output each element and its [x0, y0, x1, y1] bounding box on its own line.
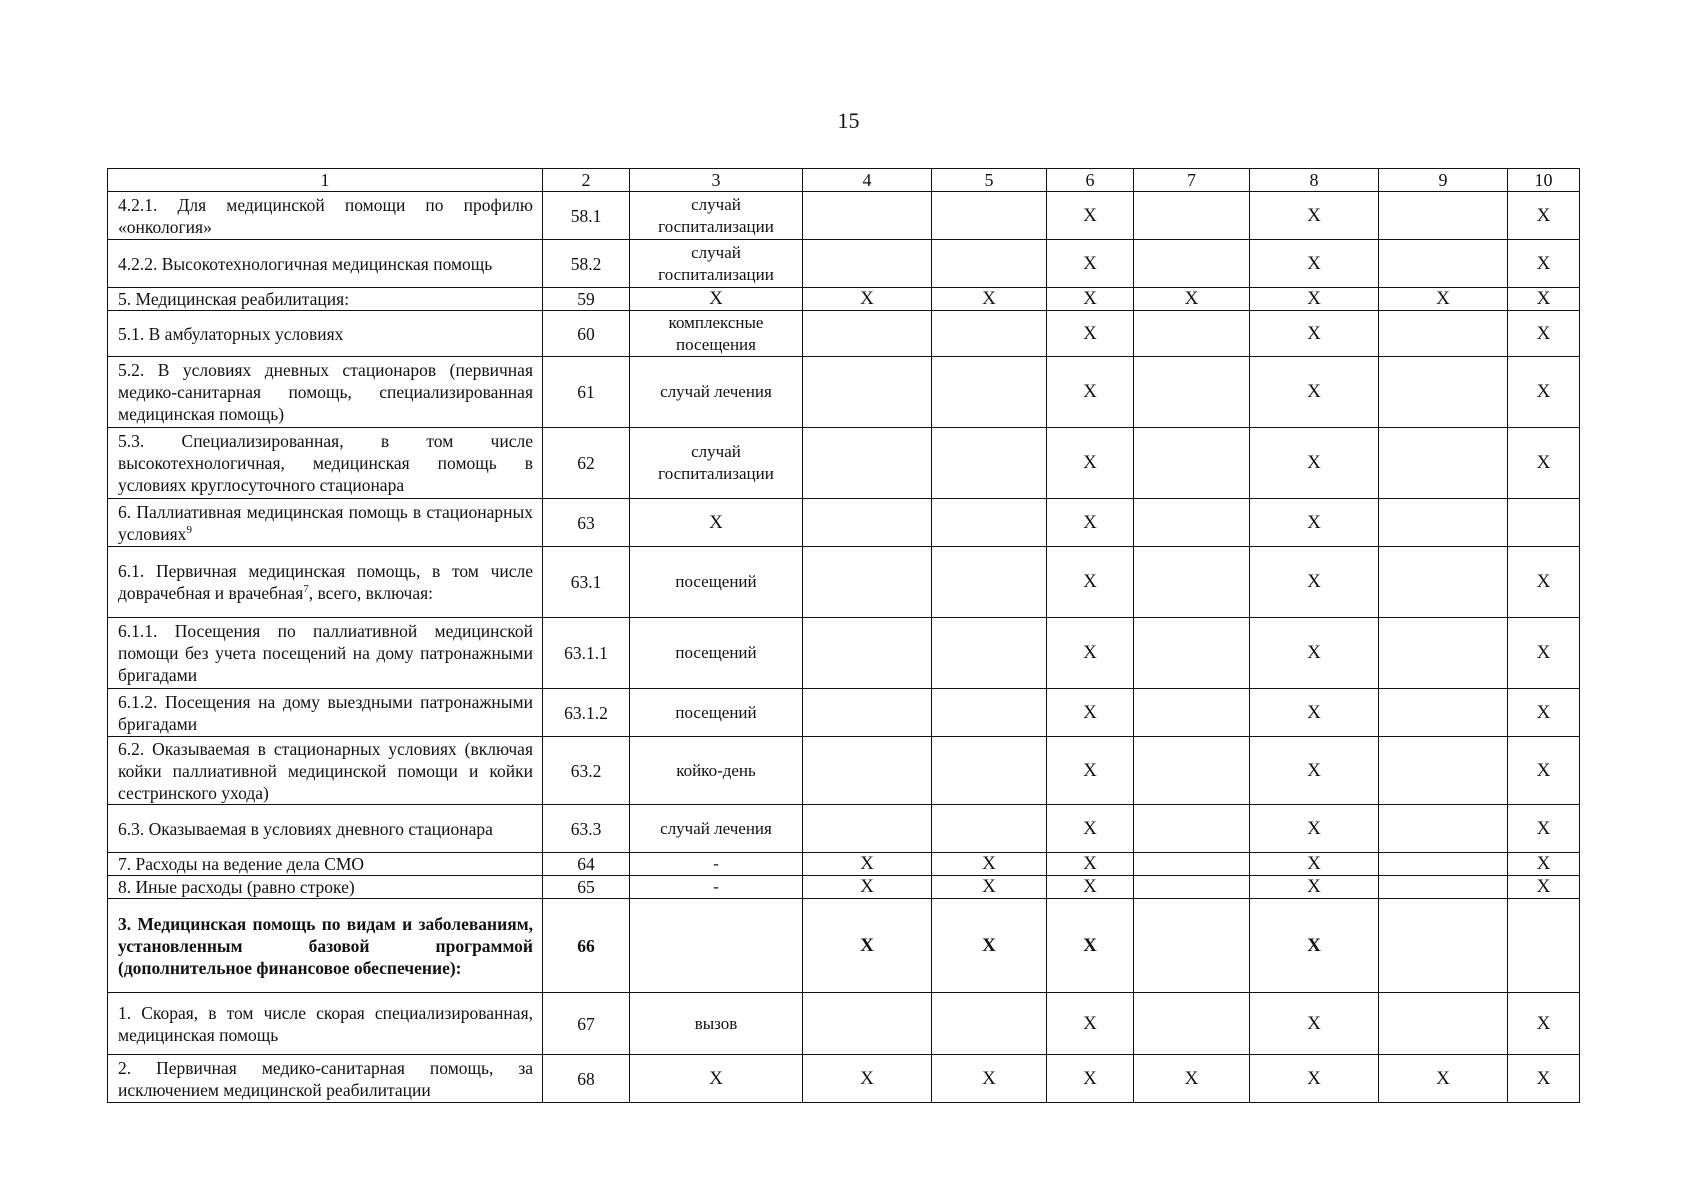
row-cell-c10: X — [1508, 618, 1580, 689]
table-row — [108, 876, 1580, 899]
row-cell-c7 — [1134, 876, 1250, 899]
row-name-cell — [108, 288, 543, 311]
row-cell-c7 — [1134, 899, 1250, 993]
row-cell-c7 — [1134, 240, 1250, 288]
column-header: 10 — [1508, 169, 1580, 192]
row-code: 58.2 — [543, 240, 630, 288]
row-cell-c10: X — [1508, 240, 1580, 288]
table-row — [108, 689, 1580, 737]
row-cell-c5 — [932, 689, 1047, 737]
row-name-tail: , всего, включая: — [308, 583, 434, 603]
table-row — [108, 240, 1580, 288]
row-cell-c4: X — [803, 876, 932, 899]
table-row — [108, 288, 1580, 311]
row-cell-c6: X — [1047, 499, 1134, 547]
row-name-cell — [108, 499, 543, 547]
row-unit: койко-день — [630, 737, 803, 805]
row-name: 5.3. Специализированная, в том числе высокотехнологичная, медицинская помощь в условиях круглосуточного стационара — [118, 431, 533, 495]
row-cell-c10: X — [1508, 805, 1580, 853]
row-code: 63.1.2 — [543, 689, 630, 737]
row-unit: посещений — [630, 547, 803, 618]
footnote-ref: 9 — [186, 523, 192, 536]
data-table — [107, 168, 1580, 1103]
column-header: 6 — [1047, 169, 1134, 192]
row-cell-c8: X — [1250, 876, 1379, 899]
column-header: 3 — [630, 169, 803, 192]
row-code: 66 — [543, 899, 630, 993]
row-cell-c10 — [1508, 499, 1580, 547]
row-cell-c4: X — [803, 899, 932, 993]
column-header: 7 — [1134, 169, 1250, 192]
row-cell-c10: X — [1508, 428, 1580, 499]
row-cell-c7 — [1134, 192, 1250, 240]
row-cell-c4 — [803, 192, 932, 240]
table-row — [108, 1055, 1580, 1103]
row-name-cell — [108, 311, 543, 357]
row-name: 4.2.1. Для медицинской помощи по профилю «онкология» — [118, 194, 533, 237]
row-cell-c10: X — [1508, 311, 1580, 357]
row-cell-c9 — [1379, 853, 1508, 876]
row-name-cell — [108, 547, 543, 618]
row-cell-c9 — [1379, 689, 1508, 737]
table-row — [108, 853, 1580, 876]
row-cell-c8: X — [1250, 428, 1379, 499]
row-cell-c8: X — [1250, 899, 1379, 993]
row-cell-c4 — [803, 240, 932, 288]
row-cell-c5 — [932, 192, 1047, 240]
row-cell-c5 — [932, 993, 1047, 1055]
row-cell-c6: X — [1047, 689, 1134, 737]
row-cell-c4 — [803, 499, 932, 547]
row-name: 4.2.2. Высокотехнологичная медицинская помощь — [118, 253, 493, 274]
row-cell-c5: X — [932, 853, 1047, 876]
row-name-cell — [108, 689, 543, 737]
row-cell-c8: X — [1250, 618, 1379, 689]
row-cell-c6: X — [1047, 357, 1134, 428]
row-name: 6.3. Оказываемая в условиях дневного стационара — [118, 818, 493, 839]
row-name: 6.1. Первичная медицинская помощь, в том числе доврачебная и врачебная — [118, 561, 533, 603]
row-cell-c4: X — [803, 1055, 932, 1103]
row-unit: случай лечения — [630, 805, 803, 853]
row-cell-c5 — [932, 737, 1047, 805]
row-cell-c7 — [1134, 311, 1250, 357]
row-unit: - — [630, 853, 803, 876]
row-unit: комплексные посещения — [630, 311, 803, 357]
row-cell-c4 — [803, 737, 932, 805]
row-cell-c9 — [1379, 192, 1508, 240]
row-cell-c6: X — [1047, 899, 1134, 993]
row-cell-c6: X — [1047, 428, 1134, 499]
row-cell-c5 — [932, 547, 1047, 618]
row-cell-c5 — [932, 428, 1047, 499]
row-cell-c4 — [803, 311, 932, 357]
row-cell-c6: X — [1047, 737, 1134, 805]
row-unit: вызов — [630, 993, 803, 1055]
row-code: 65 — [543, 876, 630, 899]
row-cell-c5 — [932, 357, 1047, 428]
page-number: 15 — [837, 108, 860, 133]
row-cell-c10: X — [1508, 192, 1580, 240]
row-name: 5.1. В амбулаторных условиях — [118, 323, 344, 344]
row-name: 3. Медицинская помощь по видам и заболеваниям, установленным базовой программой (дополнительное финансовое обеспечение): — [118, 913, 533, 978]
row-cell-c7: X — [1134, 288, 1250, 311]
row-unit: X — [630, 1055, 803, 1103]
row-name: 6. Паллиативная медицинская помощь в стационарных условиях — [118, 501, 533, 544]
table-header-row — [108, 169, 1580, 192]
row-cell-c8: X — [1250, 737, 1379, 805]
row-cell-c5: X — [932, 1055, 1047, 1103]
row-name: 5.2. В условиях дневных стационаров (первичная медико-санитарная помощь, специализированная медицинская помощь) — [118, 360, 533, 424]
table-row — [108, 737, 1580, 805]
row-unit: случай госпитализации — [630, 192, 803, 240]
row-cell-c6: X — [1047, 240, 1134, 288]
row-unit: посещений — [630, 618, 803, 689]
row-unit: случай лечения — [630, 357, 803, 428]
row-cell-c10: X — [1508, 288, 1580, 311]
row-cell-c5 — [932, 618, 1047, 689]
row-cell-c5: X — [932, 288, 1047, 311]
row-name-cell — [108, 805, 543, 853]
table-row — [108, 993, 1580, 1055]
row-name: 6.2. Оказываемая в стационарных условиях (включая койки паллиативной медицинской помощи и койки сестринского ухода) — [118, 738, 533, 803]
row-name: 5. Медицинская реабилитация: — [118, 289, 350, 309]
row-cell-c9 — [1379, 993, 1508, 1055]
row-cell-c8: X — [1250, 805, 1379, 853]
row-name-cell — [108, 737, 543, 805]
row-cell-c7: X — [1134, 1055, 1250, 1103]
row-cell-c5: X — [932, 899, 1047, 993]
row-name: 6.1.1. Посещения по паллиативной медицинской помощи без учета посещений на дому патронажными бригадами — [118, 621, 533, 685]
row-cell-c5 — [932, 311, 1047, 357]
row-cell-c4 — [803, 805, 932, 853]
row-cell-c7 — [1134, 737, 1250, 805]
row-cell-c7 — [1134, 993, 1250, 1055]
column-header: 4 — [803, 169, 932, 192]
row-name: 6.1.2. Посещения на дому выездными патронажными бригадами — [118, 691, 533, 734]
table-row — [108, 192, 1580, 240]
row-cell-c10: X — [1508, 737, 1580, 805]
row-cell-c10: X — [1508, 853, 1580, 876]
row-cell-c6: X — [1047, 192, 1134, 240]
row-cell-c8: X — [1250, 993, 1379, 1055]
row-cell-c10: X — [1508, 689, 1580, 737]
row-cell-c8: X — [1250, 853, 1379, 876]
row-cell-c6: X — [1047, 1055, 1134, 1103]
row-cell-c7 — [1134, 805, 1250, 853]
row-name-cell — [108, 853, 543, 876]
row-cell-c10: X — [1508, 876, 1580, 899]
row-name: 8. Иные расходы (равно строке) — [118, 877, 355, 897]
row-cell-c8: X — [1250, 1055, 1379, 1103]
row-code: 68 — [543, 1055, 630, 1103]
row-cell-c10 — [1508, 899, 1580, 993]
row-cell-c10: X — [1508, 1055, 1580, 1103]
row-name-cell — [108, 192, 543, 240]
row-cell-c9 — [1379, 618, 1508, 689]
row-cell-c9 — [1379, 240, 1508, 288]
footnote-ref: 7 — [303, 583, 309, 596]
row-code: 63.1 — [543, 547, 630, 618]
row-unit: случай госпитализации — [630, 240, 803, 288]
row-cell-c9 — [1379, 311, 1508, 357]
row-cell-c5 — [932, 240, 1047, 288]
row-unit — [630, 899, 803, 993]
row-cell-c9 — [1379, 805, 1508, 853]
row-cell-c7 — [1134, 689, 1250, 737]
row-code: 63.3 — [543, 805, 630, 853]
row-cell-c8: X — [1250, 357, 1379, 428]
row-unit: случай госпитализации — [630, 428, 803, 499]
table-row — [108, 618, 1580, 689]
row-cell-c8: X — [1250, 288, 1379, 311]
row-code: 67 — [543, 993, 630, 1055]
row-cell-c9 — [1379, 737, 1508, 805]
table-row — [108, 357, 1580, 428]
table-row — [108, 899, 1580, 993]
row-code: 59 — [543, 288, 630, 311]
row-cell-c4 — [803, 357, 932, 428]
row-cell-c4 — [803, 689, 932, 737]
column-header: 1 — [108, 169, 543, 192]
row-cell-c9: X — [1379, 288, 1508, 311]
row-cell-c8: X — [1250, 192, 1379, 240]
table-row — [108, 311, 1580, 357]
row-cell-c6: X — [1047, 805, 1134, 853]
row-name-cell — [108, 876, 543, 899]
row-cell-c5 — [932, 805, 1047, 853]
row-cell-c9 — [1379, 428, 1508, 499]
row-cell-c10: X — [1508, 357, 1580, 428]
row-name-cell — [108, 357, 543, 428]
row-code: 61 — [543, 357, 630, 428]
row-cell-c4: X — [803, 288, 932, 311]
row-name-cell — [108, 993, 543, 1055]
row-cell-c5 — [932, 499, 1047, 547]
row-cell-c5: X — [932, 876, 1047, 899]
row-cell-c10: X — [1508, 993, 1580, 1055]
row-cell-c9 — [1379, 357, 1508, 428]
row-cell-c4 — [803, 618, 932, 689]
row-cell-c6: X — [1047, 311, 1134, 357]
row-name: 1. Скорая, в том числе скорая специализированная, медицинская помощь — [118, 1002, 533, 1045]
row-cell-c6: X — [1047, 618, 1134, 689]
row-code: 63 — [543, 499, 630, 547]
row-code: 64 — [543, 853, 630, 876]
row-cell-c9 — [1379, 547, 1508, 618]
row-cell-c7 — [1134, 618, 1250, 689]
row-cell-c9 — [1379, 499, 1508, 547]
row-cell-c6: X — [1047, 547, 1134, 618]
row-unit: - — [630, 876, 803, 899]
row-code: 60 — [543, 311, 630, 357]
table-row — [108, 547, 1580, 618]
row-name-cell — [108, 1055, 543, 1103]
row-cell-c8: X — [1250, 499, 1379, 547]
column-header: 8 — [1250, 169, 1379, 192]
column-header: 2 — [543, 169, 630, 192]
row-cell-c7 — [1134, 499, 1250, 547]
row-cell-c8: X — [1250, 311, 1379, 357]
row-name-cell — [108, 428, 543, 499]
row-unit: посещений — [630, 689, 803, 737]
row-cell-c6: X — [1047, 288, 1134, 311]
table-row — [108, 428, 1580, 499]
row-cell-c7 — [1134, 853, 1250, 876]
row-code: 58.1 — [543, 192, 630, 240]
row-name: 7. Расходы на ведение дела СМО — [118, 854, 365, 874]
row-code: 63.1.1 — [543, 618, 630, 689]
row-name-cell — [108, 240, 543, 288]
row-name: 2. Первичная медико-санитарная помощь, за исключением медицинской реабилитации — [118, 1057, 533, 1100]
row-cell-c6: X — [1047, 853, 1134, 876]
row-cell-c7 — [1134, 428, 1250, 499]
row-cell-c7 — [1134, 357, 1250, 428]
row-cell-c4 — [803, 993, 932, 1055]
column-header: 5 — [932, 169, 1047, 192]
row-cell-c8: X — [1250, 689, 1379, 737]
row-cell-c9: X — [1379, 1055, 1508, 1103]
row-name-cell — [108, 899, 543, 993]
row-cell-c8: X — [1250, 547, 1379, 618]
row-code: 62 — [543, 428, 630, 499]
row-cell-c9 — [1379, 876, 1508, 899]
row-name-cell — [108, 618, 543, 689]
row-unit: X — [630, 499, 803, 547]
row-cell-c7 — [1134, 547, 1250, 618]
row-cell-c4 — [803, 428, 932, 499]
row-cell-c6: X — [1047, 876, 1134, 899]
column-header: 9 — [1379, 169, 1508, 192]
row-cell-c10: X — [1508, 547, 1580, 618]
row-cell-c4: X — [803, 853, 932, 876]
table-row — [108, 499, 1580, 547]
row-cell-c4 — [803, 547, 932, 618]
row-unit: X — [630, 288, 803, 311]
row-cell-c9 — [1379, 899, 1508, 993]
table-row — [108, 805, 1580, 853]
row-cell-c6: X — [1047, 993, 1134, 1055]
row-cell-c8: X — [1250, 240, 1379, 288]
row-code: 63.2 — [543, 737, 630, 805]
